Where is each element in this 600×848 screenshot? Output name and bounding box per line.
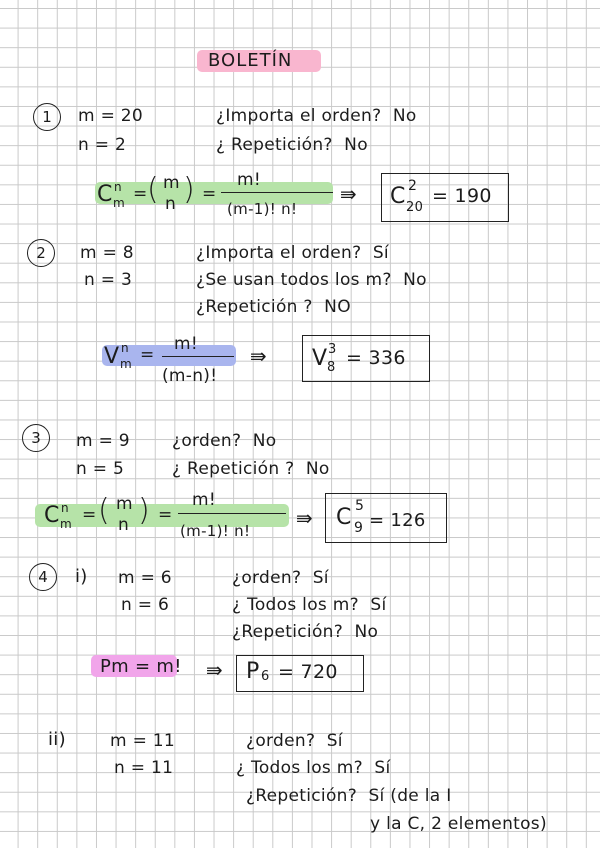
p4-ii-question-repetition: ¿Repetición? Sí (de la I [246,786,452,806]
p2-answer-all: No [403,270,427,290]
p3-n-value: n = 5 [76,459,125,479]
p4-ii-answer-order: Sí [326,731,343,751]
p4-i-answer-repetition: No [354,622,379,642]
p4-i-question-all: ¿ Todos los m? Sí [232,595,387,615]
p3-implies-arrow: ⇛ [296,506,314,530]
p2-n-value: n = 3 [84,270,133,290]
p4-i-answer-order: Sí [312,568,329,588]
p4-i-question-order: ¿orden? Sí [232,568,329,588]
p2-question-all: ¿Se usan todos los m? No [196,270,427,290]
p2-formula: V n m = m! (m-n)! [104,332,244,390]
p4-i-n-value: n = 6 [121,595,170,615]
p4-i-implies-arrow: ⇛ [206,658,224,682]
p1-answer-repetition: No [344,135,368,155]
p4-ii-question-order: ¿orden? Sí [246,731,343,751]
p3-answer-order: No [252,431,277,451]
p2-implies-arrow: ⇛ [250,344,268,368]
p3-result: C 5 9 = 126 [336,498,426,536]
p3-formula: C n m = ( m n ) = m! (m-1)! n! [44,490,294,542]
p2-question-repetition: ¿Repetición ? NO [196,297,351,317]
problem-1-number: 1 [33,103,61,131]
p1-m-value: m = 20 [78,106,144,126]
problem-2-number: 2 [27,239,55,267]
p4-i-label: i) [75,566,88,587]
p1-formula: C n m = ( m n ) = m! (m-1)! n! [97,170,337,220]
p2-answer-order: Sí [372,243,389,263]
p3-question-repetition: ¿ Repetición ? No [172,459,330,479]
p4-i-result: P 6 = 720 [246,659,338,684]
p2-answer-repetition: NO [324,297,351,317]
p4-ii-m-value: m = 11 [110,731,176,751]
p1-n-value: n = 2 [78,135,127,155]
p4-i-answer-all: Sí [370,595,387,615]
p4-ii-answer-repetition: Sí (de la I [368,786,452,806]
p4-ii-repetition-note: y la C, 2 elementos) [370,814,547,834]
p4-i-formula: Pm = m! [100,656,182,677]
p4-ii-n-value: n = 11 [114,758,174,778]
p2-result: V 3 8 = 336 [312,342,406,375]
p1-implies-arrow: ⇛ [340,182,358,206]
p4-ii-label: ii) [48,729,66,750]
p3-question-order: ¿orden? No [172,431,277,451]
p1-question-repetition: ¿ Repetición? No [216,135,368,155]
p2-question-order: ¿Importa el orden? Sí [196,243,389,263]
p1-answer-order: No [392,106,417,126]
p3-answer-repetition: No [305,459,330,479]
p1-question-order: ¿Importa el orden? No [216,106,417,126]
p4-ii-answer-all: Sí [374,758,391,778]
page-title: BOLETÍN [208,50,293,71]
p4-ii-question-all: ¿ Todos los m? Sí [236,758,391,778]
p4-i-question-repetition: ¿Repetición? No [232,622,379,642]
p2-m-value: m = 8 [80,243,134,263]
p3-m-value: m = 9 [76,431,130,451]
problem-4-number: 4 [29,563,57,591]
problem-3-number: 3 [22,424,50,452]
p1-result: C 2 20 = 190 [390,178,492,215]
p4-i-m-value: m = 6 [118,568,172,588]
